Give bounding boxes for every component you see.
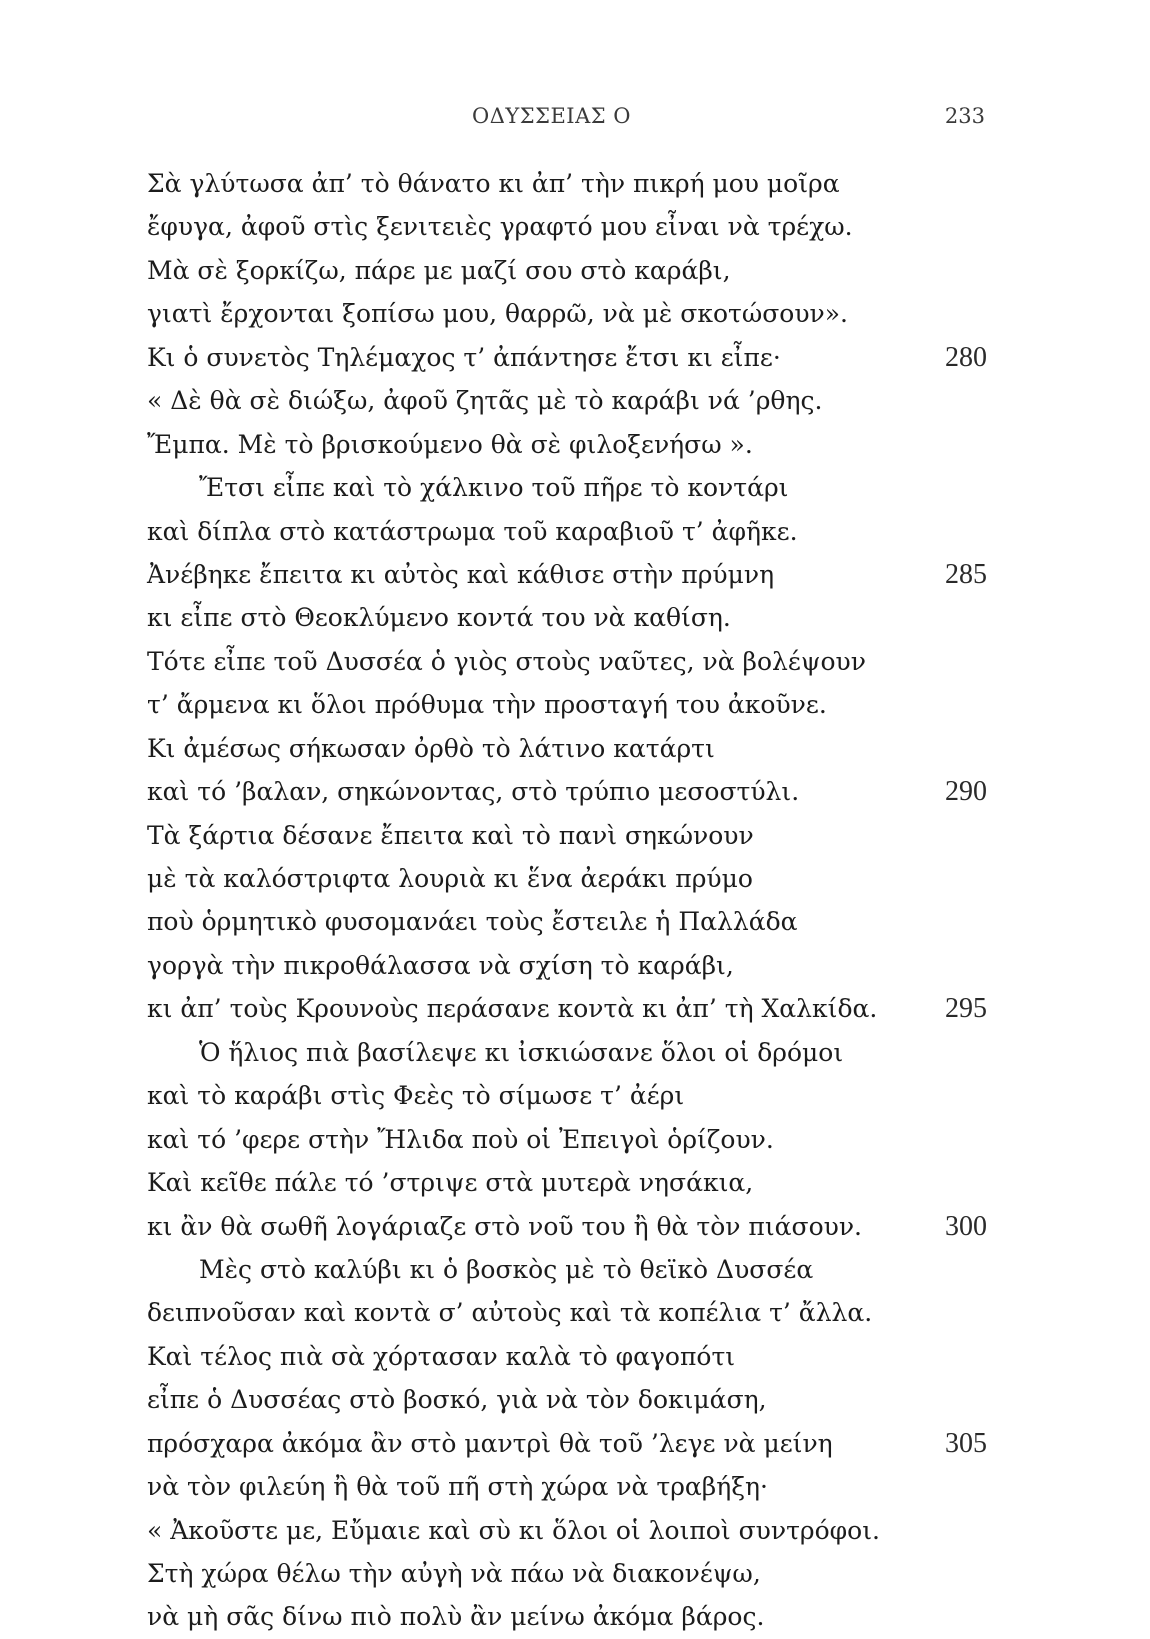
verse-text: ἔφυγα, ἀφοῦ στὶς ξενιτειὲς γραφτό μου εἶναι νὰ τρέχω. xyxy=(147,212,853,242)
verse-text: νὰ μὴ σᾶς δίνω πιὸ πολὺ ἂν μείνω ἀκόμα βάρος. xyxy=(147,1602,765,1632)
verse-line xyxy=(147,1422,987,1465)
verse-line xyxy=(147,1291,987,1334)
verse-text: γοργὰ τὴν πικροθάλασσα νὰ σχίση τὸ καράβι, xyxy=(147,950,734,980)
verse-line xyxy=(147,1552,987,1595)
line-number: 305 xyxy=(945,1427,987,1459)
verse-text: Ἔμπα. Μὲ τὸ βρισκούμενο θὰ σὲ φιλοξενήσω ». xyxy=(147,429,753,459)
running-title: ΟΔΥΣΣΕΙΑΣ Ο xyxy=(472,104,631,128)
verse-line xyxy=(147,900,987,943)
verse-line xyxy=(147,1031,987,1074)
verse-line xyxy=(147,553,987,596)
verse-text: Τὰ ξάρτια δέσανε ἔπειτα καὶ τὸ πανὶ σηκώνουν xyxy=(147,820,754,850)
line-number: 280 xyxy=(945,341,987,373)
verse-text: δειπνοῦσαν καὶ κοντὰ σ’ αὐτοὺς καὶ τὰ κοπέλια τ’ ἄλλα. xyxy=(147,1298,873,1328)
verse-text: πρόσχαρα ἀκόμα ἂν στὸ μαντρὶ θὰ τοῦ ’λεγε νὰ μείνη xyxy=(147,1428,833,1458)
verse-text: Τότε εἶπε τοῦ Δυσσέα ὁ γιὸς στοὺς ναῦτες, νὰ βολέψουν xyxy=(147,646,866,676)
verse-text: « Δὲ θὰ σὲ διώξω, ἀφοῦ ζητᾶς μὲ τὸ καράβι νά ’ρθης. xyxy=(147,386,823,416)
verse-line xyxy=(147,162,987,205)
verse-text: Καὶ τέλος πιὰ σὰ χόρτασαν καλὰ τὸ φαγοπότι xyxy=(147,1341,736,1371)
verse-line xyxy=(147,292,987,335)
verse-line xyxy=(147,1378,987,1421)
verse-text: « Ἀκοῦστε με, Εὔμαιε καὶ σὺ κι ὅλοι οἱ λοιποὶ συντρόφοι. xyxy=(147,1515,880,1545)
verse-text: κι ἂν θὰ σωθῆ λογάριαζε στὸ νοῦ του ἢ θὰ τὸν πιάσουν. xyxy=(147,1211,862,1241)
verse-line xyxy=(147,1248,987,1291)
verse-line xyxy=(147,1205,987,1248)
verse-line xyxy=(147,814,987,857)
verse-line xyxy=(147,727,987,770)
verse-line xyxy=(147,1595,987,1638)
verse-text: Ἀνέβηκε ἔπειτα κι αὐτὸς καὶ κάθισε στὴν πρύμνη xyxy=(147,559,775,589)
line-number: 285 xyxy=(945,558,987,590)
verse-line xyxy=(147,596,987,639)
verse-text: τ’ ἄρμενα κι ὅλοι πρόθυμα τὴν προσταγή του ἀκοῦνε. xyxy=(147,690,827,720)
verse-text: Κι ἀμέσως σήκωσαν ὀρθὸ τὸ λάτινο κατάρτι xyxy=(147,733,715,763)
verse-line xyxy=(147,1509,987,1552)
verse-text: Στὴ χώρα θέλω τὴν αὐγὴ νὰ πάω νὰ διακονέψω, xyxy=(147,1559,761,1588)
verse-text: Μὰ σὲ ξορκίζω, πάρε με μαζί σου στὸ καράβι, xyxy=(147,255,731,285)
verse-text: Σὰ γλύτωσα ἀπ’ τὸ θάνατο κι ἀπ’ τὴν πικρή μου μοῖρα xyxy=(147,169,840,198)
verse-line xyxy=(147,466,987,509)
verse-line xyxy=(147,683,987,726)
verse-line xyxy=(147,423,987,466)
verse-text: γιατὶ ἔρχονται ξοπίσω μου, θαρρῶ, νὰ μὲ σκοτώσουν». xyxy=(147,299,848,329)
verse-text: νὰ τὸν φιλεύη ἢ θὰ τοῦ πῆ στὴ χώρα νὰ τραβήξη· xyxy=(147,1472,768,1502)
verse-line xyxy=(147,640,987,683)
verse-text: εἶπε ὁ Δυσσέας στὸ βοσκό, γιὰ νὰ τὸν δοκιμάση, xyxy=(147,1385,767,1415)
page-header xyxy=(0,104,1150,134)
verse-text: κι ἀπ’ τοὺς Κρουνοὺς περάσανε κοντὰ κι ἀπ’ τὴ Χαλκίδα. xyxy=(147,994,878,1024)
verse-line xyxy=(147,770,987,813)
verse-line xyxy=(147,249,987,292)
verse-line xyxy=(147,1465,987,1508)
verse-text: μὲ τὰ καλόστριφτα λουριὰ κι ἕνα ἀεράκι πρύμο xyxy=(147,864,753,893)
verse-text: Μὲς στὸ καλύβι κι ὁ βοσκὸς μὲ τὸ θεϊκὸ Δυσσέα xyxy=(199,1254,814,1284)
verse-text: καὶ δίπλα στὸ κατάστρωμα τοῦ καραβιοῦ τ’ ἀφῆκε. xyxy=(147,516,798,546)
page-number: 233 xyxy=(944,104,985,128)
line-number: 295 xyxy=(945,993,987,1025)
verse-text: Καὶ κεῖθε πάλε τό ’στριψε στὰ μυτερὰ νησάκια, xyxy=(147,1168,754,1198)
verse-text: κι εἶπε στὸ Θεοκλύμενο κοντά του νὰ καθίση. xyxy=(147,603,731,633)
verse-line xyxy=(147,1118,987,1161)
verse-line xyxy=(147,1161,987,1204)
verse-text: καὶ τό ’βαλαν, σηκώνοντας, στὸ τρύπιο μεσοστύλι. xyxy=(147,777,800,807)
verse-line xyxy=(147,944,987,987)
verse-line xyxy=(147,336,987,379)
verse-line xyxy=(147,987,987,1030)
verse-text: καὶ τό ’φερε στὴν Ἤλιδα ποὺ οἱ Ἐπειγοὶ ὁρίζουν. xyxy=(147,1124,774,1154)
verse-text: καὶ τὸ καράβι στὶς Φεὲς τὸ σίμωσε τ’ ἀέρι xyxy=(147,1081,685,1111)
verse-line xyxy=(147,510,987,553)
verse-text: Κι ὁ συνετὸς Τηλέμαχος τ’ ἀπάντησε ἔτσι κι εἶπε· xyxy=(147,342,781,372)
verse-line xyxy=(147,379,987,422)
verse-line xyxy=(147,857,987,900)
verse-line xyxy=(147,1074,987,1117)
verse-text: Ἔτσι εἶπε καὶ τὸ χάλκινο τοῦ πῆρε τὸ κοντάρι xyxy=(199,473,789,503)
verse-line xyxy=(147,1335,987,1378)
verse-line xyxy=(147,205,987,248)
verse-text: ποὺ ὁρμητικὸ φυσομανάει τοὺς ἔστειλε ἡ Παλλάδα xyxy=(147,907,798,937)
line-number: 290 xyxy=(945,776,987,808)
verse-block xyxy=(147,162,987,1639)
line-number: 300 xyxy=(945,1210,987,1242)
verse-text: Ὁ ἥλιος πιὰ βασίλεψε κι ἰσκιώσανε ὅλοι οἱ δρόμοι xyxy=(199,1037,844,1067)
